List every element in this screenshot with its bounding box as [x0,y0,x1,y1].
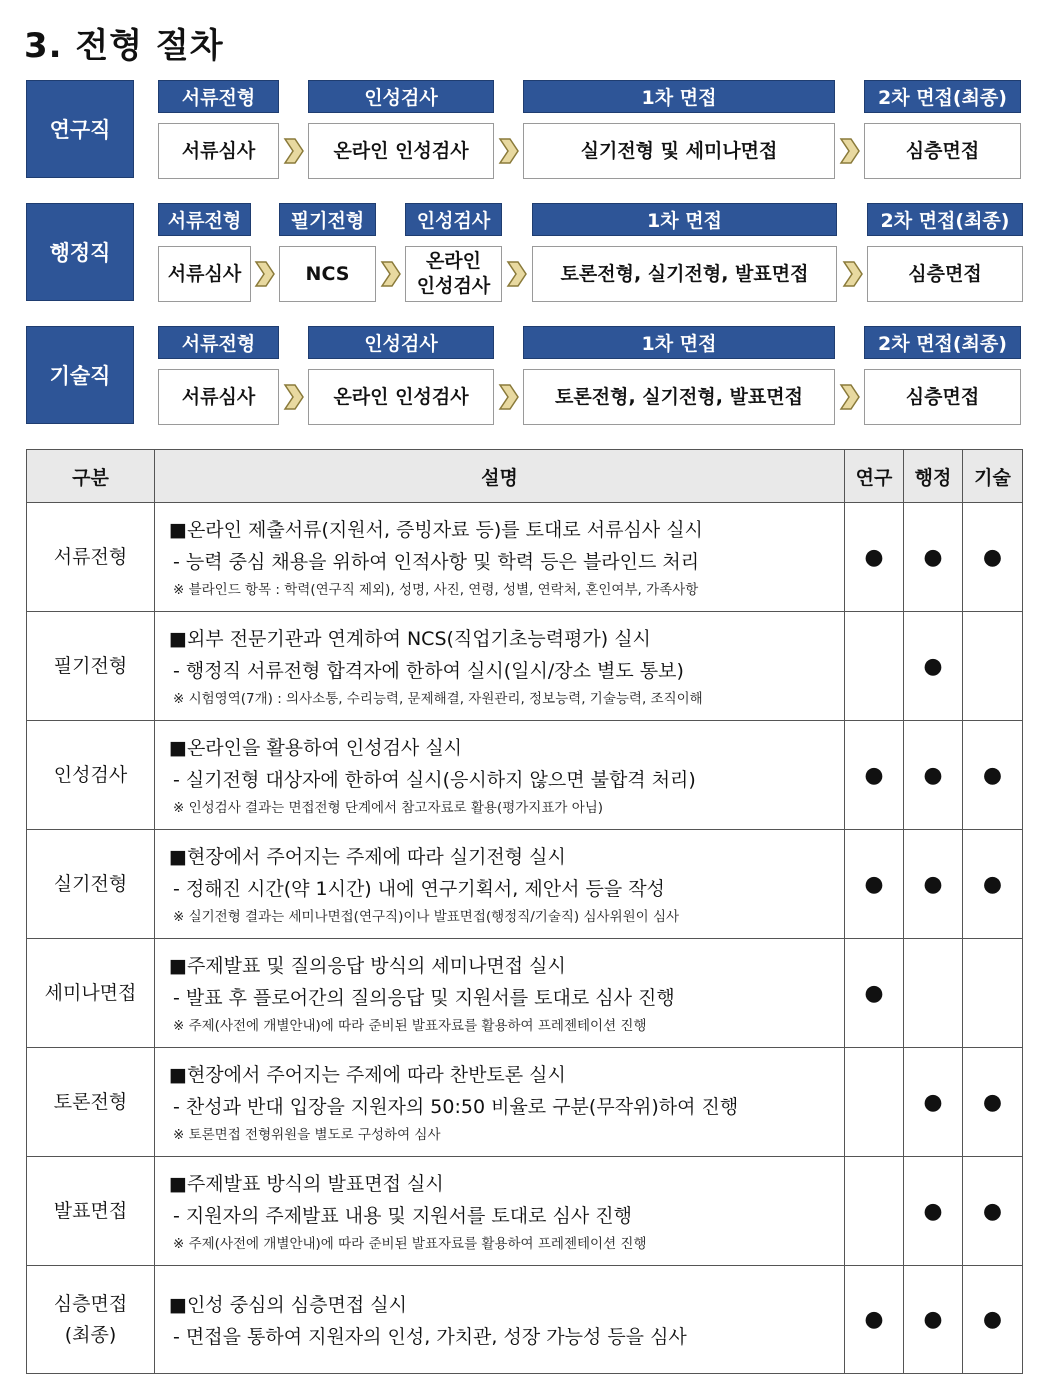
row-category: 세미나면접 [27,939,155,1048]
applies-admin-cell [904,939,963,1048]
chevron-right-icon [380,260,402,288]
applies-dot-icon: ● [923,762,943,788]
applies-tech-cell [963,503,1023,612]
applies-research-cell [845,721,904,830]
stage-box: 실기전형 및 세미나면접 [523,123,835,179]
page-title: 3. 전형 절차 [24,26,224,66]
description-detail: - 찬성과 반대 입장을 지원자의 50:50 비율로 구분(무작위)하여 진행 [173,1096,739,1118]
row-description [155,612,845,721]
chevron-right-icon [283,383,305,411]
description-main: ■온라인 제출서류(지원서, 증빙자료 등)를 토대로 서류심사 실시 [169,519,703,541]
applies-tech-cell [963,1048,1023,1157]
table-row [27,1266,1023,1374]
applies-research-cell [845,1048,904,1157]
description-note: ※ 인성검사 결과는 면접전형 단계에서 참고자료로 활용(평가지표가 아님) [173,800,604,816]
applies-dot-icon: ● [864,762,884,788]
applies-dot-icon: ● [982,762,1003,788]
track-label-tech: 기술직 [26,326,134,424]
process-description-table [26,449,1023,1374]
header-tech: 기술 [963,450,1023,503]
chevron-right-icon [283,137,305,165]
track-label-admin: 행정직 [26,203,134,301]
applies-research-cell [845,503,904,612]
description-note: ※ 블라인드 항목 : 학력(연구직 제외), 성명, 사진, 연령, 성별, 연락처, 혼인여부, 가족사항 [173,582,699,598]
row-category: 심층면접 (최종) [27,1266,155,1374]
applies-dot-icon: ● [864,544,884,570]
chevron-right-icon [839,383,861,411]
description-detail: - 면접을 통하여 지원자의 인성, 가치관, 성장 가능성 등을 심사 [173,1325,687,1348]
applies-tech-cell [963,1266,1023,1374]
row-category: 필기전형 [27,612,155,721]
row-description [155,1266,845,1374]
applies-dot-icon: ● [982,1307,1003,1332]
row-description [155,939,845,1048]
applies-tech-cell [963,612,1023,721]
stage-head: 1차 면접 [523,326,835,359]
applies-admin-cell [904,721,963,830]
description-note: ※ 주제(사전에 개별안내)에 따라 준비된 발표자료를 활용하여 프레젠테이션 진행 [173,1236,647,1252]
row-description [155,503,845,612]
stage-box: 서류심사 [158,369,279,425]
track-label-research: 연구직 [26,80,134,178]
stage-head: 필기전형 [279,203,376,236]
table-row [27,1048,1023,1157]
table-row [27,1157,1023,1266]
stage-head: 서류전형 [158,326,279,359]
description-note: ※ 실기전형 결과는 세미나면접(연구직)이나 발표면접(행정직/기술직) 심사위원이 심사 [173,909,680,925]
stage-box: 심층면접 [864,123,1021,179]
applies-dot-icon: ● [923,1307,943,1332]
applies-dot-icon: ● [923,1198,943,1224]
chevron-right-icon [254,260,276,288]
stage-head: 인성검사 [405,203,502,236]
chevron-right-icon [842,260,864,288]
applies-dot-icon: ● [864,871,884,897]
table-header-row [27,450,1023,503]
row-description [155,1048,845,1157]
applies-dot-icon: ● [864,980,884,1006]
description-main: ■현장에서 주어지는 주제에 따라 실기전형 실시 [169,846,566,868]
row-description [155,721,845,830]
applies-dot-icon: ● [923,1089,943,1115]
applies-tech-cell [963,939,1023,1048]
stage-box: 온라인 인성검사 [405,246,502,302]
chevron-right-icon [839,137,861,165]
applies-admin-cell [904,612,963,721]
description-main: ■온라인을 활용하여 인성검사 실시 [169,737,463,759]
applies-tech-cell [963,721,1023,830]
header-category: 구분 [27,450,155,503]
table-row [27,721,1023,830]
table-row [27,830,1023,939]
stage-box: 서류심사 [158,123,279,179]
applies-admin-cell [904,1048,963,1157]
row-description [155,830,845,939]
stage-box: 토론전형, 실기전형, 발표면접 [532,246,837,302]
applies-research-cell [845,939,904,1048]
applies-research-cell [845,612,904,721]
applies-admin-cell [904,1157,963,1266]
description-note: ※ 토론면접 전형위원을 별도로 구성하여 심사 [173,1127,441,1143]
description-main: ■인성 중심의 심층면접 실시 [169,1293,407,1316]
stage-head: 1차 면접 [523,80,835,113]
applies-dot-icon: ● [864,1307,884,1332]
row-description [155,1157,845,1266]
stage-box: 토론전형, 실기전형, 발표면접 [523,369,835,425]
header-description: 설명 [155,450,845,503]
header-research: 연구 [845,450,904,503]
applies-dot-icon: ● [982,871,1003,897]
stage-box: 온라인 인성검사 [308,369,494,425]
chevron-right-icon [498,137,520,165]
stage-head: 2차 면접(최종) [867,203,1023,236]
description-note: ※ 시험영역(7개) : 의사소통, 수리능력, 문제해결, 자원관리, 정보능력, 기술능력, 조직이해 [173,691,703,707]
applies-dot-icon: ● [982,1089,1003,1115]
stage-box: 심층면접 [867,246,1023,302]
table-row [27,612,1023,721]
stage-box: 심층면접 [864,369,1021,425]
description-detail: - 실기전형 대상자에 한하여 실시(응시하지 않으면 불합격 처리) [173,769,696,791]
stage-box: NCS [279,246,376,302]
description-main: ■외부 전문기관과 연계하여 NCS(직업기초능력평가) 실시 [169,628,651,650]
stage-head: 2차 면접(최종) [864,80,1021,113]
description-note: ※ 주제(사전에 개별안내)에 따라 준비된 발표자료를 활용하여 프레젠테이션 진행 [173,1018,647,1034]
applies-dot-icon: ● [982,1198,1003,1224]
description-main: ■현장에서 주어지는 주제에 따라 찬반토론 실시 [169,1064,566,1086]
stage-head: 인성검사 [308,326,494,359]
row-category: 토론전형 [27,1048,155,1157]
stage-head: 1차 면접 [532,203,837,236]
applies-dot-icon: ● [982,544,1003,570]
description-detail: - 지원자의 주제발표 내용 및 지원서를 토대로 심사 진행 [173,1205,632,1227]
table-row [27,939,1023,1048]
applies-admin-cell [904,503,963,612]
applies-dot-icon: ● [923,544,943,570]
table-row [27,503,1023,612]
description-detail: - 행정직 서류전형 합격자에 한하여 실시(일시/장소 별도 통보) [173,660,684,682]
stage-head: 서류전형 [158,80,279,113]
applies-research-cell [845,830,904,939]
row-category: 인성검사 [27,721,155,830]
row-category: 서류전형 [27,503,155,612]
applies-research-cell [845,1157,904,1266]
applies-admin-cell [904,830,963,939]
applies-tech-cell [963,1157,1023,1266]
description-detail: - 정해진 시간(약 1시간) 내에 연구기획서, 제안서 등을 작성 [173,878,665,900]
description-detail: - 발표 후 플로어간의 질의응답 및 지원서를 토대로 심사 진행 [173,987,675,1009]
applies-tech-cell [963,830,1023,939]
description-main: ■주제발표 및 질의응답 방식의 세미나면접 실시 [169,955,566,977]
row-category: 발표면접 [27,1157,155,1266]
description-main: ■주제발표 방식의 발표면접 실시 [169,1173,444,1195]
applies-dot-icon: ● [923,653,943,679]
stage-box: 서류심사 [158,246,251,302]
chevron-right-icon [498,383,520,411]
chevron-right-icon [506,260,528,288]
applies-admin-cell [904,1266,963,1374]
stage-box: 온라인 인성검사 [308,123,494,179]
description-detail: - 능력 중심 채용을 위하여 인적사항 및 학력 등은 블라인드 처리 [173,551,700,573]
stage-head: 서류전형 [158,203,251,236]
header-admin: 행정 [904,450,963,503]
stage-head: 인성검사 [308,80,494,113]
row-category: 실기전형 [27,830,155,939]
stage-head: 2차 면접(최종) [864,326,1021,359]
applies-research-cell [845,1266,904,1374]
applies-dot-icon: ● [923,871,943,897]
